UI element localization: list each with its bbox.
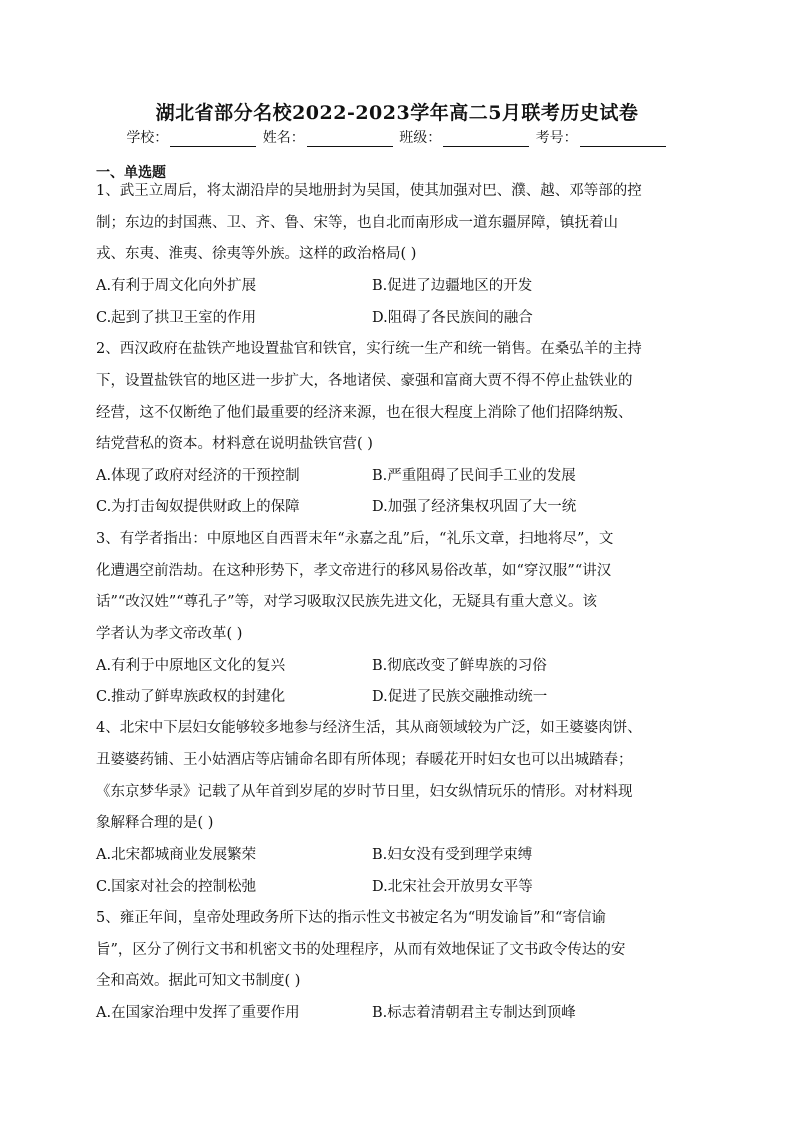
option-d[interactable]: D.北宋社会开放男女平等 xyxy=(372,879,533,895)
student-info-row xyxy=(0,127,794,147)
exam-number-label: 考号： xyxy=(535,130,578,146)
exam-number-blank[interactable] xyxy=(580,132,666,147)
question-text-line: 2、西汉政府在盐铁产地设置盐官和铁官，实行统一生产和统一销售。在桑弘羊的主持 xyxy=(96,341,642,357)
option-d[interactable]: D.阻碍了各民族间的融合 xyxy=(372,310,533,326)
question-text-line: 经营，这不仅断绝了他们最重要的经济来源，也在很大程度上消除了他们招降纳叛、 xyxy=(96,405,633,421)
option-d[interactable]: D.促进了民族交融推动统一 xyxy=(372,689,548,705)
exam-title: 湖北省部分名校2022-2023学年高二5月联考历史试卷 xyxy=(155,102,639,124)
question-text-line: 化遭遇空前浩劫。在这种形势下，孝文帝进行的移风易俗改革，如“穿汉服”“讲汉 xyxy=(96,563,612,579)
question-text-line: 5、雍正年间，皇帝处理政务所下达的指示性文书被定名为“明发谕旨”和“寄信谕 xyxy=(96,910,606,926)
option-b[interactable]: B.标志着清朝君主专制达到顶峰 xyxy=(372,1005,576,1021)
name-blank[interactable] xyxy=(307,132,393,147)
option-c[interactable]: C.推动了鲜卑族政权的封建化 xyxy=(96,689,286,705)
question-text-line: 丑婆婆药铺、王小姑酒店等店铺命名即有所体现；春暖花开时妇女也可以出城踏春； xyxy=(96,752,633,768)
option-c[interactable]: C.起到了拱卫王室的作用 xyxy=(96,310,257,326)
option-a[interactable]: A.有利于中原地区文化的复兴 xyxy=(96,658,286,674)
question-text-line: 旨”，区分了例行文书和机密文书的处理程序，从而有效地保证了文书政令传达的安 xyxy=(96,942,626,958)
class-label: 班级： xyxy=(399,130,442,146)
question-text-line: 4、北宋中下层妇女能够较多地参与经济生活，其从商领域较为广泛，如王婆婆肉饼、 xyxy=(96,720,642,736)
option-c[interactable]: C.国家对社会的控制松弛 xyxy=(96,879,257,895)
option-b[interactable]: B.妇女没有受到理学束缚 xyxy=(372,847,533,863)
question-text-line: 话”“改汉姓”“尊孔子”等，对学习吸取汉民族先进文化，无疑具有重大意义。该 xyxy=(96,594,598,610)
name-label: 姓名： xyxy=(262,130,305,146)
section-heading: 一、单选题 xyxy=(96,165,166,181)
school-blank[interactable] xyxy=(170,132,256,147)
option-a[interactable]: A.有利于周文化向外扩展 xyxy=(96,278,257,294)
class-blank[interactable] xyxy=(443,132,529,147)
school-label: 学校： xyxy=(126,130,169,146)
question-text-line: 3、有学者指出：中原地区自西晋末年“永嘉之乱”后，“礼乐文章，扫地将尽”，文 xyxy=(96,531,614,547)
question-text-line: 学者认为孝文帝改革( ) xyxy=(96,626,243,642)
question-text-line: 制；东边的封国燕、卫、齐、鲁、宋等，也自北而南形成一道东疆屏障，镇抚着山 xyxy=(96,215,618,231)
option-a[interactable]: A.在国家治理中发挥了重要作用 xyxy=(96,1005,300,1021)
option-a[interactable]: A.北宋都城商业发展繁荣 xyxy=(96,847,257,863)
option-b[interactable]: B.彻底改变了鲜卑族的习俗 xyxy=(372,658,547,674)
question-text-line: 全和高效。据此可知文书制度( ) xyxy=(96,973,301,989)
question-text-line: 象解释合理的是( ) xyxy=(96,815,214,831)
question-text-line: 结党营私的资本。材料意在说明盐铁官营( ) xyxy=(96,436,373,452)
option-d[interactable]: D.加强了经济集权巩固了大一统 xyxy=(372,499,577,515)
option-b[interactable]: B.严重阻碍了民间手工业的发展 xyxy=(372,468,576,484)
option-a[interactable]: A.体现了政府对经济的干预控制 xyxy=(96,468,300,484)
question-text-line: 《东京梦华录》记载了从年首到岁尾的岁时节日里，妇女纵情玩乐的情形。对材料现 xyxy=(96,784,633,800)
question-text-line: 下，设置盐铁官的地区进一步扩大，各地诸侯、豪强和富商大贾不得不停止盐铁业的 xyxy=(96,373,633,389)
question-text-line: 1、武王立周后，将太湖沿岸的吴地册封为吴国，使其加强对巴、濮、越、邓等部的控 xyxy=(96,183,642,199)
question-text-line: 戎、东夷、淮夷、徐夷等外族。这样的政治格局( ) xyxy=(96,246,417,262)
option-b[interactable]: B.促进了边疆地区的开发 xyxy=(372,278,533,294)
option-c[interactable]: C.为打击匈奴提供财政上的保障 xyxy=(96,499,300,515)
